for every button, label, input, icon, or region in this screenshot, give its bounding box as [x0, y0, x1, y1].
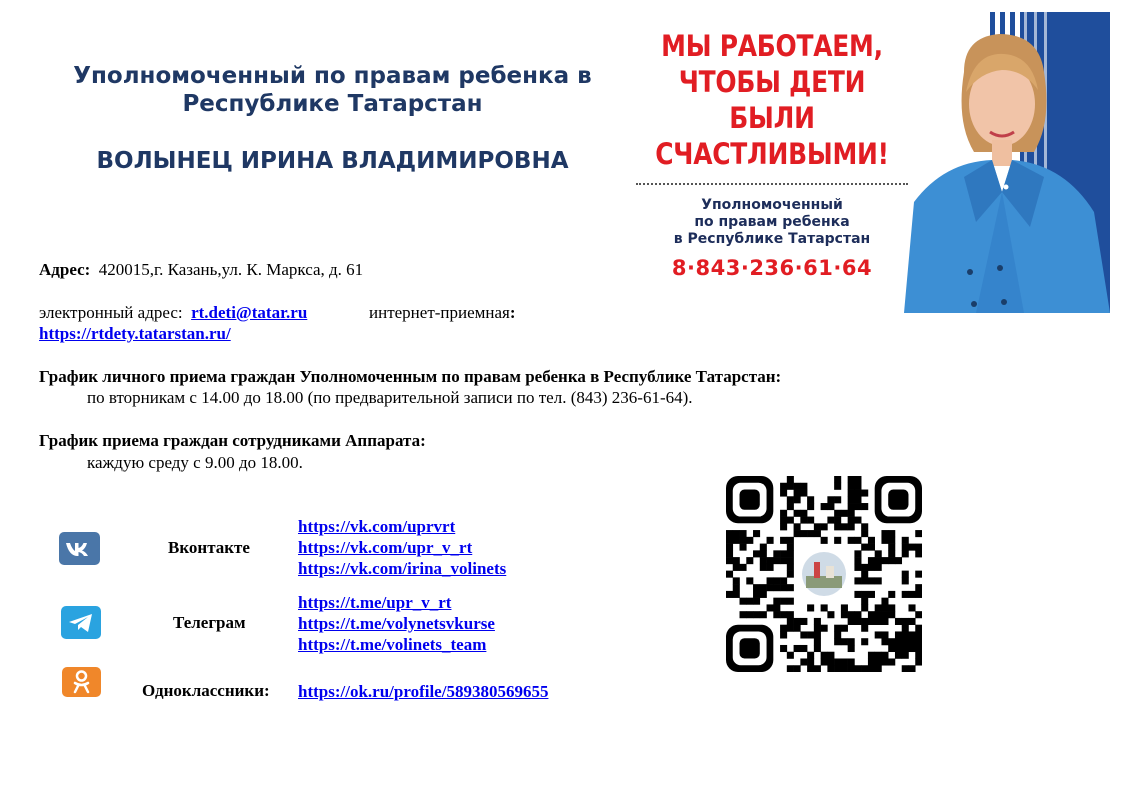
- banner-slogan: МЫ РАБОТАЕМ, ЧТОБЫ ДЕТИ БЫЛИ СЧАСТЛИВЫМИ!: [655, 29, 889, 171]
- banner-divider: [636, 183, 908, 185]
- personal-schedule-text: по вторникам с 14.00 до 18.00 (по предварительной записи по тел. (843) 236-61-64).: [87, 388, 693, 407]
- page-title: [30, 62, 635, 118]
- telegram-link-3[interactable]: https://t.me/volinets_team: [298, 635, 487, 654]
- ok-links: [298, 681, 548, 702]
- telegram-link-1[interactable]: https://t.me/upr_v_rt: [298, 593, 452, 612]
- ombudsman-name: ВОЛЫНЕЦ ИРИНА ВЛАДИМИРОВНА: [96, 148, 569, 174]
- email-line: [39, 302, 307, 323]
- reception-link[interactable]: https://rtdety.tatarstan.ru/: [39, 324, 231, 343]
- vk-icon: [59, 532, 100, 565]
- title-line-2: Республике Татарстан: [182, 91, 483, 117]
- title-line-1: Уполномоченный по правам ребенка в: [73, 63, 592, 89]
- reception-label: интернет-приемная: [369, 303, 510, 322]
- vk-label: Вконтакте: [168, 538, 250, 557]
- portrait-photo: [904, 12, 1110, 313]
- qr-code-icon[interactable]: [726, 476, 922, 672]
- telegram-link-2[interactable]: https://t.me/volynetsvkurse: [298, 614, 495, 633]
- address-value: 420015,г. Казань,ул. К. Маркса, д. 61: [98, 260, 364, 279]
- telegram-links: [298, 592, 495, 655]
- email-label: электронный адрес:: [39, 303, 183, 322]
- odnoklassniki-icon: [62, 667, 101, 697]
- staff-schedule-title: График приема граждан сотрудниками Аппарата:: [39, 431, 426, 450]
- ok-link-1[interactable]: https://ok.ru/profile/589380569655: [298, 682, 549, 701]
- vk-link-2[interactable]: https://vk.com/upr_v_rt: [298, 538, 473, 557]
- email-link[interactable]: rt.deti@tatar.ru: [191, 303, 308, 322]
- reception-label-line: интернет-приемная:: [369, 303, 516, 322]
- vk-links: [298, 516, 506, 579]
- banner-subtitle: Уполномоченный по правам ребенка в Республике Татарстан: [673, 197, 871, 247]
- telegram-icon: [61, 606, 101, 639]
- banner-phone: 8·843·236·61·64: [671, 256, 873, 280]
- vk-link-1[interactable]: https://vk.com/uprvrt: [298, 517, 456, 536]
- promo-banner: [634, 12, 1110, 313]
- personal-schedule-title: График личного приема граждан Уполномоченным по правам ребенка в Республике Татарстан:: [39, 367, 782, 386]
- address-line: [39, 259, 363, 280]
- vk-link-3[interactable]: https://vk.com/irina_volinets: [298, 559, 507, 578]
- staff-schedule-text: каждую среду с 9.00 до 18.00.: [87, 453, 303, 472]
- address-label: Адрес:: [39, 260, 91, 279]
- telegram-label: Телеграм: [173, 613, 246, 632]
- reception-line: [39, 323, 231, 344]
- ok-label: Одноклассники:: [142, 681, 270, 700]
